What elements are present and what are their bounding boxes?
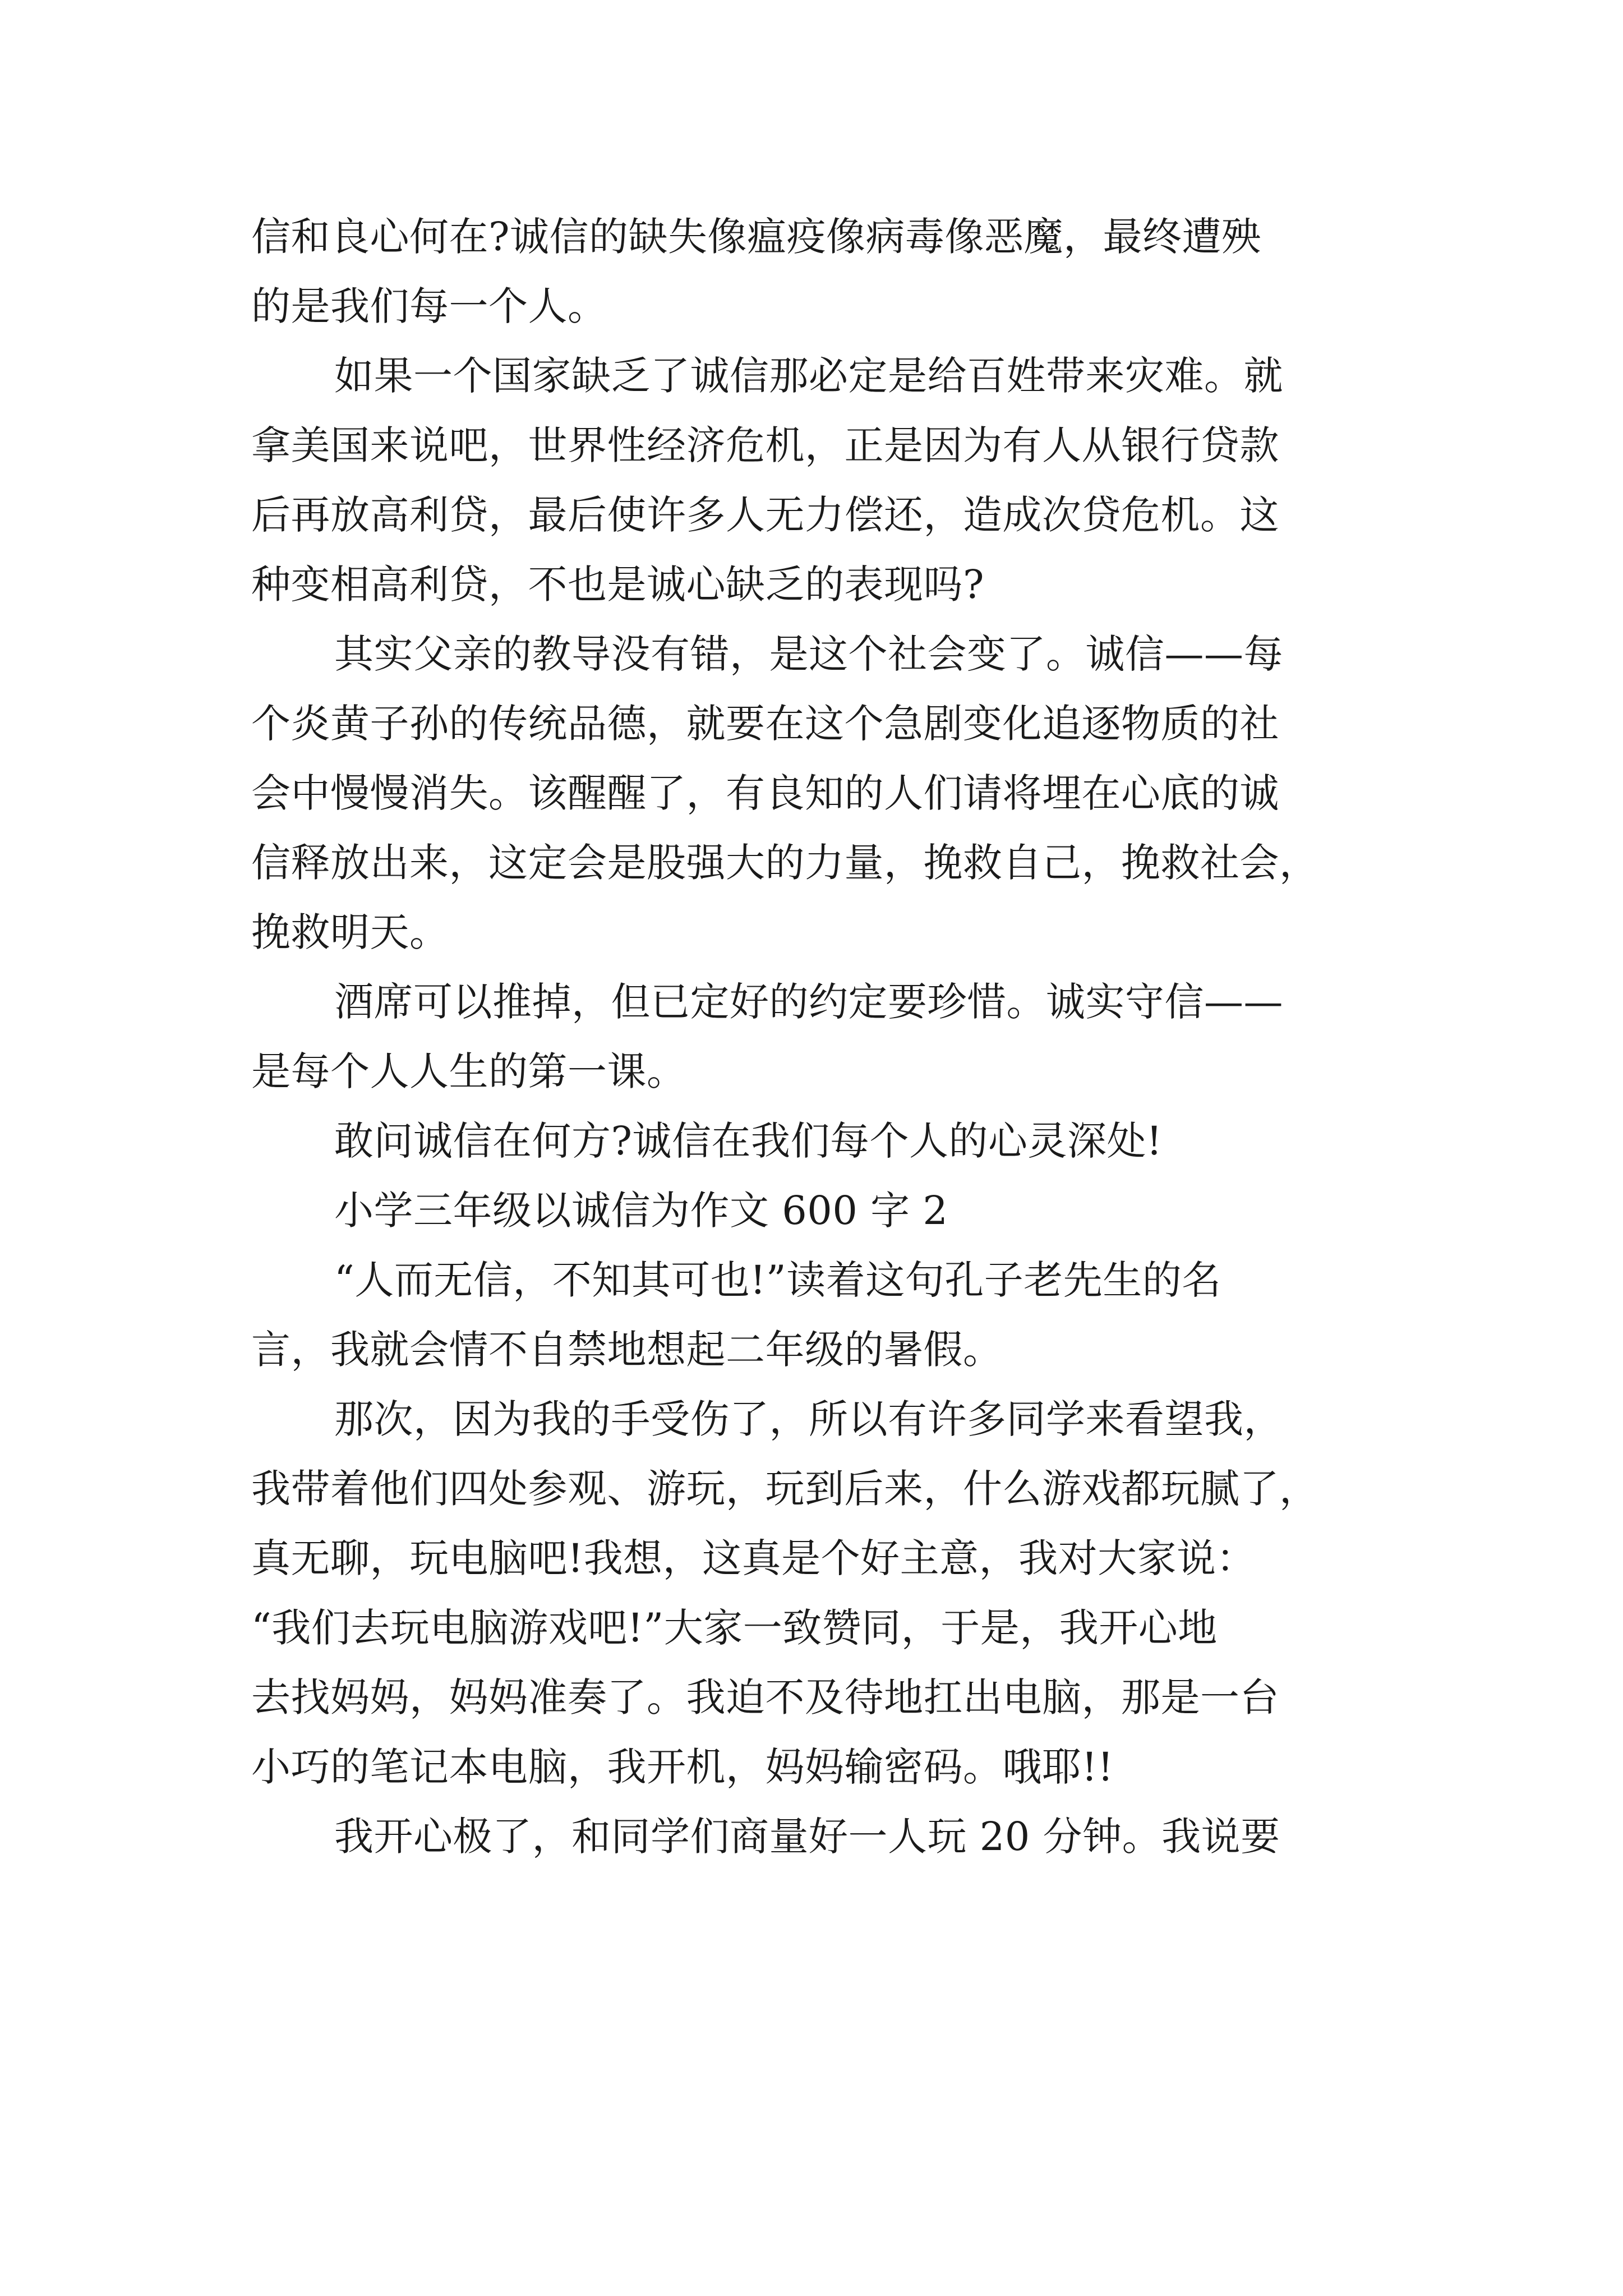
text-line: 的是我们每一个人。 xyxy=(251,283,607,329)
text-line: 个炎黄子孙的传统品德，就要在这个急剧变化追逐物质的社 xyxy=(251,701,1279,747)
text-line: “人而无信，不知其可也!”读着这句孔子老先生的名 xyxy=(334,1257,1221,1303)
text-line: 会中慢慢消失。该醒醒了，有良知的人们请将埋在心底的诚 xyxy=(251,770,1279,816)
text-line: 挽救明天。 xyxy=(251,909,449,955)
document-body xyxy=(251,202,1378,1871)
text-line: 后再放高利贷，最后使许多人无力偿还，造成次贷危机。这 xyxy=(251,492,1279,538)
text-line: 如果一个国家缺乏了诚信那必定是给百姓带来灾难。就 xyxy=(334,353,1283,399)
text-line: 信和良心何在?诚信的缺失像瘟疫像病毒像恶魔，最终遭殃 xyxy=(251,214,1261,260)
text-line: 其实父亲的教导没有错，是这个社会变了。诚信——每 xyxy=(334,631,1283,677)
text-line: 去找妈妈，妈妈准奏了。我迫不及待地扛出电脑，那是一台 xyxy=(251,1674,1279,1720)
text-line: 我开心极了，和同学们商量好一人玩 20 分钟。我说要 xyxy=(334,1814,1280,1860)
text-line: 真无聊，玩电脑吧!我想，这真是个好主意，我对大家说： xyxy=(251,1535,1256,1581)
text-line: 小巧的笔记本电脑，我开机，妈妈输密码。哦耶!! xyxy=(251,1744,1114,1790)
text-line: 那次，因为我的手受伤了，所以有许多同学来看望我， xyxy=(334,1396,1283,1442)
text-line: 种变相高利贷，不也是诚心缺乏的表现吗? xyxy=(251,562,985,608)
text-line: 拿美国来说吧，世界性经济危机，正是因为有人从银行贷款 xyxy=(251,422,1279,468)
text-line: “我们去玩电脑游戏吧!”大家一致赞同，于是，我开心地 xyxy=(251,1605,1218,1651)
text-line: 小学三年级以诚信为作文 600 字 2 xyxy=(334,1188,948,1234)
text-line: 是每个人人生的第一课。 xyxy=(251,1048,686,1094)
text-line: 言，我就会情不自禁地想起二年级的暑假。 xyxy=(251,1327,1003,1373)
text-line: 敢问诚信在何方?诚信在我们每个人的心灵深处! xyxy=(334,1118,1163,1164)
text-line: 信释放出来，这定会是股强大的力量，挽救自己，挽救社会， xyxy=(251,840,1319,886)
text-line: 酒席可以推掉，但已定好的约定要珍惜。诚实守信—— xyxy=(334,979,1283,1025)
text-line: 我带着他们四处参观、游玩，玩到后来，什么游戏都玩腻了， xyxy=(251,1466,1319,1512)
